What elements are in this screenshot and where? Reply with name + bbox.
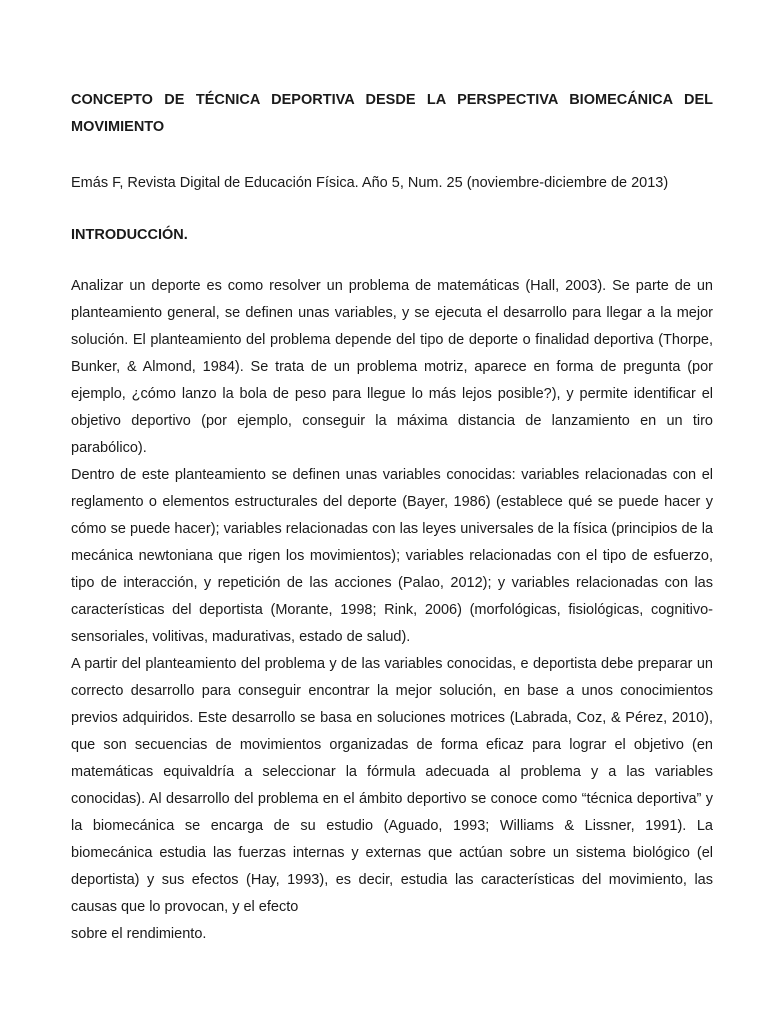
paragraph-3: A partir del planteamiento del problema y de las variables conocidas, e deportista debe preparar un correcto desarrollo para conseguir encontrar la mejor solución, en base a unos conocimientos previos adquiridos. Este desarrollo se basa en soluciones motrices (Labrada, Coz, & Pérez, 2010), que son secuencias de movimientos organizadas de forma eficaz para lograr el objetivo (en matemáticas equivaldría a seleccionar la fórmula adecuada al problema y a las variables conocidas). Al desarrollo del problema en el ámbito deportivo se conoce como “técnica deportiva” y la biomecánica se encarga de su estudio (Aguado, 1993; Williams & Lissner, 1991). La biomecánica estudia las fuerzas internas y externas que actúan sobre un sistema biológico (el deportista) y sus efectos (Hay, 1993), es decir, estudia las características del movimiento, las causas que lo provocan, y el efecto: [71, 656, 713, 915]
document-title: CONCEPTO DE TÉCNICA DEPORTIVA DESDE LA PERSPECTIVA BIOMECÁNICA DEL MOVIMIENTO: [71, 92, 713, 135]
paragraph-2: Dentro de este planteamiento se definen unas variables conocidas: variables relacionadas con el reglamento o elementos estructurales del deporte (Bayer, 1986) (establece qué se puede hacer y cómo se puede hacer); variables relacionadas con las leyes universales de la física (principios de la mecánica newtoniana que rigen los movimientos); variables relacionadas con el tipo de esfuerzo, tipo de interacción, y repetición de las acciones (Palao, 2012); y variables relacionadas con las características del deportista (Morante, 1998; Rink, 2006) (morfológicas, fisiológicas, cognitivo-sensoriales, volitivas, madurativas, estado de salud).: [71, 467, 713, 645]
citation: Emás F, Revista Digital de Educación Física. Año 5, Num. 25 (noviembre-diciembre de 2013): [71, 175, 669, 191]
body-text: [71, 273, 713, 948]
paragraph-3-last-line: sobre el rendimiento.: [71, 926, 207, 942]
paragraph-1: Analizar un deporte es como resolver un problema de matemáticas (Hall, 2003). Se parte de un planteamiento general, se definen unas variables, y se ejecuta el desarrollo para llegar a la mejor solución. El planteamiento del problema depende del tipo de deporte o finalidad deportiva (Thorpe, Bunker, & Almond, 1984). Se trata de un problema motriz, aparece en forma de pregunta (por ejemplo, ¿cómo lanzo la bola de peso para llegue lo más lejos posible?), y permite identificar el objetivo deportivo (por ejemplo, conseguir la máxima distancia de lanzamiento en un tiro parabólico).: [71, 278, 713, 456]
document-page: [71, 87, 713, 948]
section-heading: INTRODUCCIÓN.: [71, 227, 188, 243]
